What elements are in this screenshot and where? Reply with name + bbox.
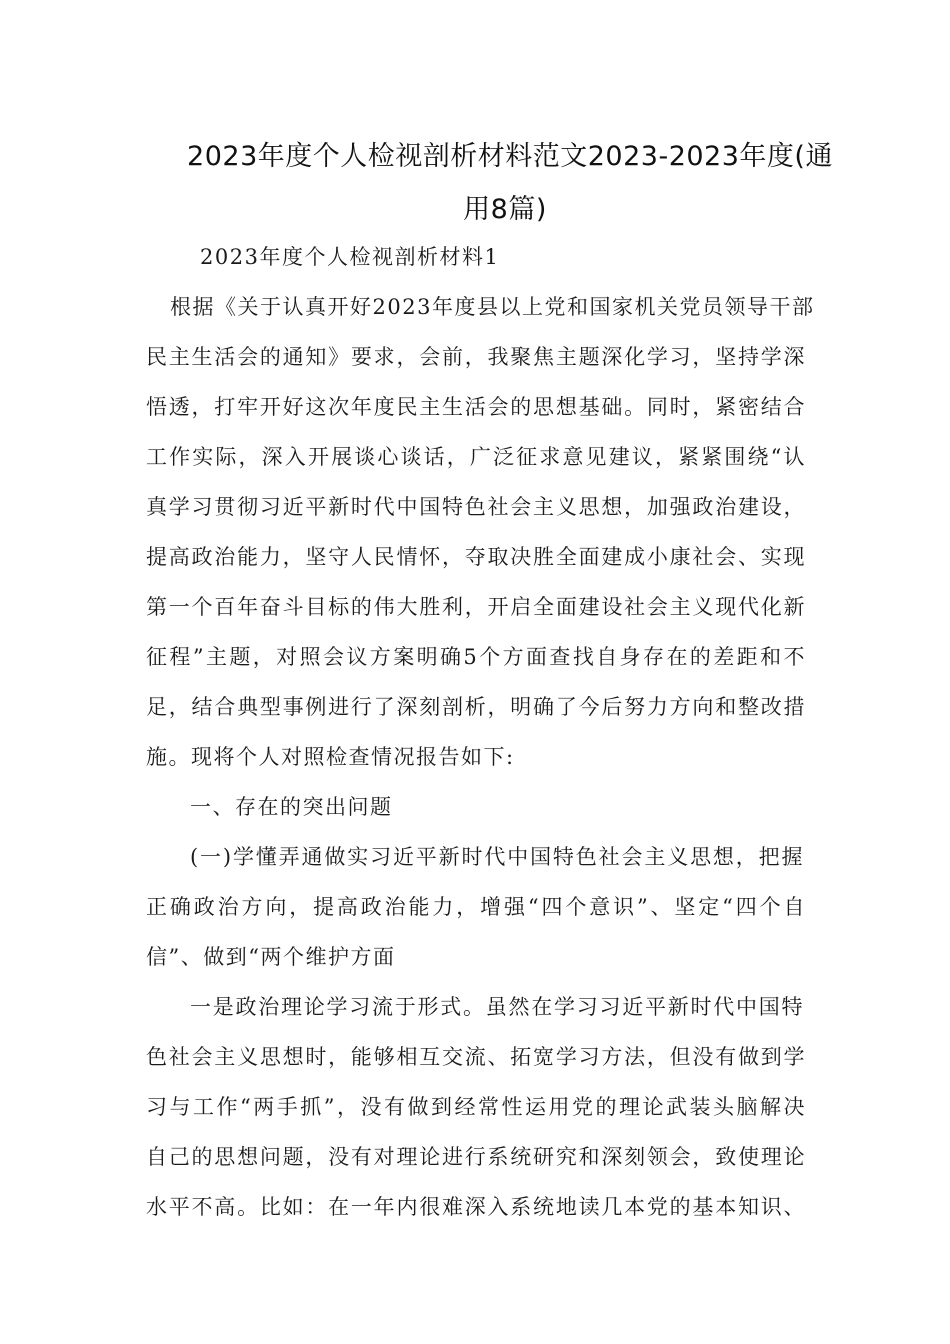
paragraph-line: (一)学懂弄通做实习近平新时代中国特色社会主义思想，把握: [190, 845, 804, 869]
paragraph-line: 征程”主题，对照会议方案明确5个方面查找自身存在的差距和不: [146, 645, 806, 669]
paragraph-line: 工作实际，深入开展谈心谈话，广泛征求意见建议，紧紧围绕“认: [146, 445, 806, 469]
paragraph-line: 色社会主义思想时，能够相互交流、拓宽学习方法，但没有做到学: [146, 1045, 806, 1069]
paragraph-line: 施。现将个人对照检查情况报告如下:: [146, 745, 515, 769]
paragraph-line: 根据《关于认真开好2023年度县以上党和国家机关党员领导干部: [170, 295, 815, 319]
paragraph-line: 第一个百年奋斗目标的伟大胜利，开启全面建设社会主义现代化新: [146, 595, 806, 619]
paragraph-line: 真学习贯彻习近平新时代中国特色社会主义思想，加强政治建设，: [146, 495, 806, 519]
document-title-line-2: 用8篇): [463, 194, 547, 225]
paragraph-line: 足，结合典型事例进行了深刻剖析，明确了今后努力方向和整改措: [146, 695, 806, 719]
paragraph-line: 悟透，打牢开好这次年度民主生活会的思想基础。同时，紧密结合: [146, 395, 806, 419]
paragraph-line: 民主生活会的通知》要求，会前，我聚焦主题深化学习，坚持学深: [146, 345, 806, 369]
paragraph-line: 自己的思想问题，没有对理论进行系统研究和深刻领会，致使理论: [146, 1145, 806, 1169]
paragraph-line: 信”、做到“两个维护方面: [146, 945, 396, 969]
document-title-line-1: 2023年度个人检视剖析材料范文2023-2023年度(通: [187, 141, 833, 172]
paragraph-line: 正确政治方向，提高政治能力，增强“四个意识”、坚定“四个自: [146, 895, 806, 919]
paragraph-line: 水平不高。比如：在一年内很难深入系统地读几本党的基本知识、: [146, 1195, 806, 1219]
section-heading: 一、存在的突出问题: [190, 795, 393, 819]
paragraph-line: 习与工作“两手抓”，没有做到经常性运用党的理论武装头脑解决: [146, 1095, 806, 1119]
paragraph-line: 提高政治能力，坚守人民情怀，夺取决胜全面建成小康社会、实现: [146, 545, 806, 569]
section-subtitle: 2023年度个人检视剖析材料1: [200, 245, 500, 269]
paragraph-line: 一是政治理论学习流于形式。虽然在学习习近平新时代中国特: [190, 995, 804, 1019]
